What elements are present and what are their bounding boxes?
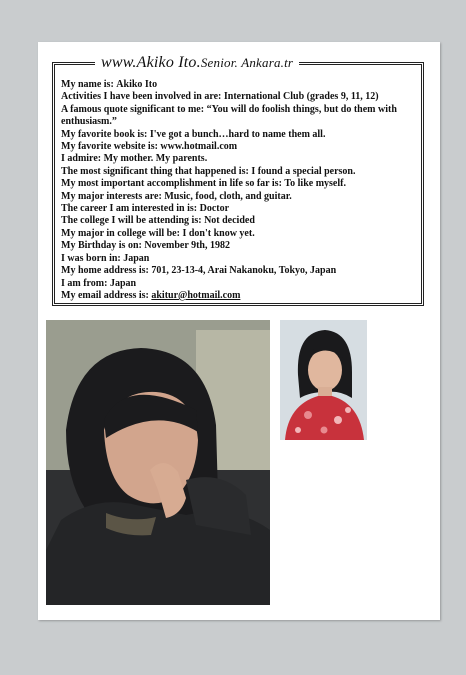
value: “You will do foolish things, but do them with enthusiasm.” bbox=[61, 103, 397, 128]
value: My mother. My parents. bbox=[103, 153, 208, 165]
profile-line-career bbox=[61, 203, 415, 215]
profile-line-activities bbox=[61, 91, 415, 103]
profile-line-name bbox=[61, 79, 415, 91]
email-link[interactable]: akitur@hotmail.com bbox=[151, 289, 241, 301]
title-rest: Senior. Ankara.tr bbox=[200, 55, 294, 70]
value: Doctor bbox=[199, 203, 230, 215]
label: A famous quote significant to me: bbox=[61, 103, 205, 115]
profile-line-quote bbox=[61, 104, 415, 129]
label: My favorite website is: bbox=[61, 141, 158, 153]
value: Japan bbox=[109, 277, 137, 289]
label: My favorite book is: bbox=[61, 128, 148, 140]
value: To like myself. bbox=[284, 178, 346, 190]
profile-line-birthday bbox=[61, 240, 415, 252]
portrait-photo-small bbox=[280, 320, 367, 440]
value: November 9th, 1982 bbox=[144, 240, 230, 252]
profile-line-accomplishment bbox=[61, 178, 415, 190]
profile-line-college bbox=[61, 215, 415, 227]
label: My home address is: bbox=[61, 265, 149, 277]
label: I admire: bbox=[61, 153, 102, 165]
profile-line-interests bbox=[61, 191, 415, 203]
page-title bbox=[95, 54, 299, 72]
value: Not decided bbox=[204, 215, 255, 227]
profile-line-significant bbox=[61, 166, 415, 178]
label: My major in college will be: bbox=[61, 227, 180, 239]
label: My email address is: bbox=[61, 289, 149, 301]
value: Japan bbox=[123, 252, 150, 264]
yearbook-page bbox=[38, 42, 440, 620]
photo-portrait-red-shirt-icon bbox=[280, 320, 367, 440]
label: The college I will be attending is: bbox=[61, 215, 202, 227]
photo-portrait-thinking-icon bbox=[46, 320, 270, 605]
title-site: www.Akiko Ito. bbox=[101, 54, 201, 71]
label: I was born in: bbox=[61, 252, 121, 264]
value: I've got a bunch…hard to name them all. bbox=[149, 128, 326, 140]
profile-line-email bbox=[61, 290, 415, 302]
label: The career I am interested in is: bbox=[61, 203, 198, 215]
value: I found a special person. bbox=[251, 165, 356, 177]
label: Activities I have been involved in are: bbox=[61, 91, 222, 103]
value: I don't know yet. bbox=[182, 227, 255, 239]
value: 701, 23-13-4, Arai Nakanoku, Tokyo, Japan bbox=[151, 265, 337, 277]
value: www.hotmail.com bbox=[160, 141, 238, 153]
profile-line-website bbox=[61, 141, 415, 153]
label: I am from: bbox=[61, 277, 108, 289]
profile-line-address bbox=[61, 265, 415, 277]
label: The most significant thing that happened is: bbox=[61, 165, 249, 177]
label: My name is: bbox=[61, 79, 114, 90]
label: My most important accomplishment in life so far is: bbox=[61, 178, 282, 190]
profile-frame bbox=[52, 54, 424, 306]
profile-line-book bbox=[61, 129, 415, 141]
profile-line-born bbox=[61, 253, 415, 265]
profile-line-major bbox=[61, 228, 415, 240]
value: Akiko Ito bbox=[116, 79, 158, 90]
profile-line-from bbox=[61, 278, 415, 290]
value: International Club (grades 9, 11, 12) bbox=[223, 91, 379, 103]
profile-line-admire bbox=[61, 153, 415, 165]
profile-lines bbox=[61, 79, 415, 302]
label: My major interests are: bbox=[61, 190, 162, 202]
portrait-photo-large bbox=[46, 320, 270, 605]
value: Music, food, cloth, and guitar. bbox=[164, 190, 292, 202]
label: My Birthday is on: bbox=[61, 240, 142, 252]
